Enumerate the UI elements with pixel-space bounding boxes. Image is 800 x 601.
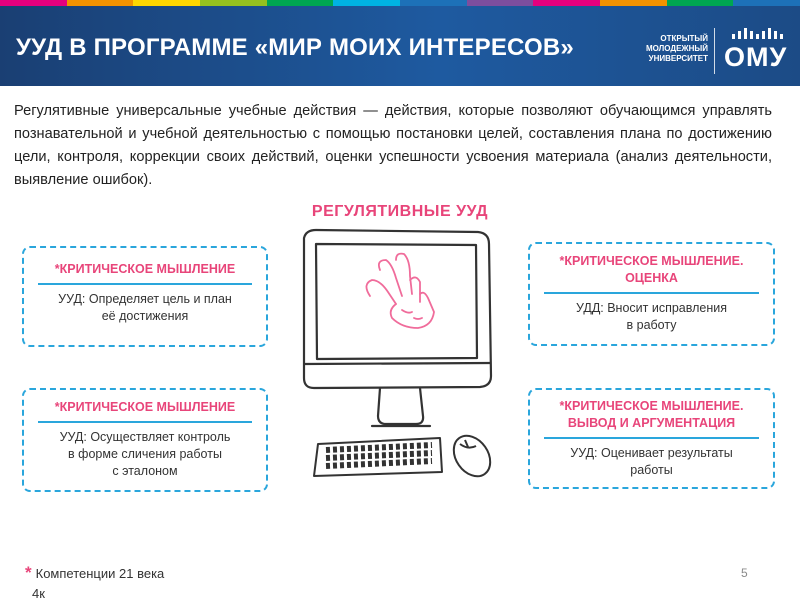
page-title: УУД В ПРОГРАММЕ «МИР МОИХ ИНТЕРЕСОВ» bbox=[16, 34, 574, 61]
header-bar bbox=[0, 6, 800, 86]
logo-caption-line: УНИВЕРСИТЕТ bbox=[648, 54, 708, 63]
mouse-icon bbox=[446, 429, 497, 483]
card-body-line: УУД: Осуществляет контроль bbox=[59, 429, 231, 444]
card-heading: *КРИТИЧЕСКОЕ МЫШЛЕНИЕ bbox=[54, 262, 236, 276]
card-body-line: УУД: Оценивает результаты bbox=[570, 445, 733, 460]
footnote-extra: 4к bbox=[32, 586, 45, 601]
card-body bbox=[530, 300, 773, 334]
logo-dots-icon bbox=[730, 26, 786, 40]
logo-divider bbox=[714, 28, 715, 74]
card-body-line: УДД: Вносит исправления bbox=[575, 300, 728, 315]
card-heading-line: ВЫВОД И АРГУМЕНТАЦИЯ bbox=[567, 416, 736, 430]
footnote-star: * bbox=[25, 563, 32, 582]
logo-caption-line: ОТКРЫТЫЙ bbox=[660, 34, 708, 43]
card-heading bbox=[530, 253, 773, 287]
logo-caption-line: МОЛОДЕЖНЫЙ bbox=[645, 44, 708, 53]
footnote-text: Компетенции 21 века bbox=[35, 566, 165, 581]
card-top-right bbox=[528, 242, 775, 346]
card-body bbox=[24, 291, 266, 325]
card-top-left bbox=[22, 246, 268, 347]
card-divider bbox=[38, 283, 252, 285]
card-body-line: в работу bbox=[626, 317, 677, 332]
section-title: РЕГУЛЯТИВНЫЕ УУД bbox=[311, 203, 489, 220]
logo-caption bbox=[626, 34, 708, 64]
keyboard-icon bbox=[314, 438, 442, 476]
card-body-line: её достижения bbox=[101, 308, 189, 323]
card-body bbox=[530, 445, 773, 479]
card-divider bbox=[38, 421, 252, 423]
card-heading-line: ОЦЕНКА bbox=[625, 271, 678, 285]
intro-paragraph: Регулятивные универсальные учебные действия — действия, которые позволяют обучающимся управлять познавательной и учебной деятельностью с помощью постановки целей, составления плана по достижению цели, контроля, коррекции своих действий, оценки успешности усвоения материала (анализ деятельности, выявление ошибок). bbox=[14, 103, 772, 188]
card-body bbox=[24, 429, 266, 480]
card-heading-line: *КРИТИЧЕСКОЕ МЫШЛЕНИЕ. bbox=[559, 254, 744, 268]
computer-illustration bbox=[292, 224, 504, 486]
card-bottom-right bbox=[528, 388, 775, 489]
card-divider bbox=[544, 292, 759, 294]
computer-monitor-icon bbox=[304, 230, 491, 426]
omu-logo bbox=[626, 26, 786, 78]
card-heading-line: *КРИТИЧЕСКОЕ МЫШЛЕНИЕ. bbox=[559, 399, 744, 413]
card-body-line: с эталоном bbox=[112, 463, 178, 478]
footnote bbox=[25, 563, 164, 583]
card-body-line: работы bbox=[630, 462, 673, 477]
card-body-line: УУД: Определяет цель и план bbox=[58, 291, 232, 306]
card-heading bbox=[530, 398, 773, 432]
card-body-line: в форме сличения работы bbox=[68, 446, 222, 461]
card-divider bbox=[544, 437, 759, 439]
logo-wordmark: ОМУ bbox=[724, 42, 788, 72]
page-number: 5 bbox=[741, 566, 748, 580]
card-bottom-left bbox=[22, 388, 268, 492]
card-heading: *КРИТИЧЕСКОЕ МЫШЛЕНИЕ bbox=[54, 400, 236, 414]
